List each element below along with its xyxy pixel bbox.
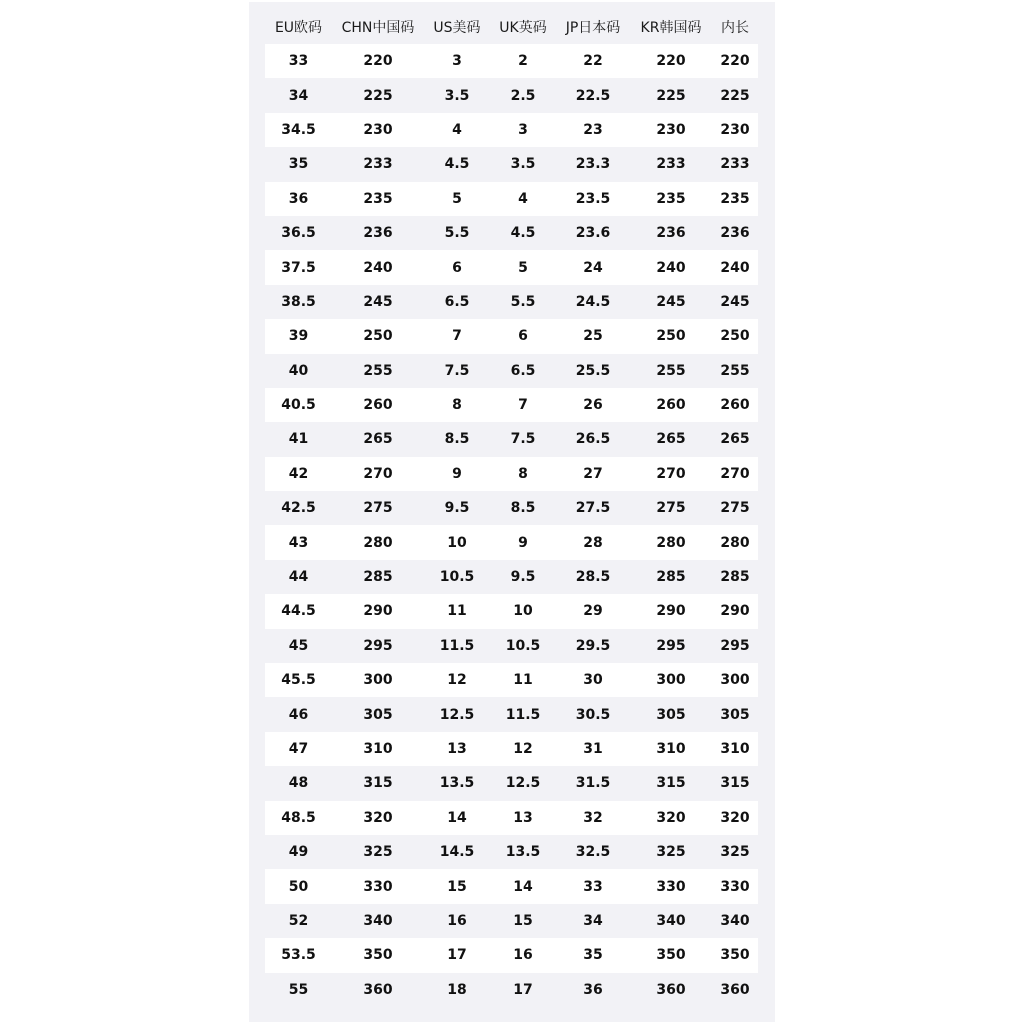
table-body [265,44,758,1007]
cell-inner-length: 225 [712,78,758,112]
cell-uk: 8.5 [490,491,556,525]
table-row [265,491,758,525]
cell-us: 11.5 [424,629,490,663]
cell-uk: 2 [490,44,556,78]
cell-eu: 55 [265,973,332,1007]
cell-kr: 260 [630,388,712,422]
cell-jp: 23 [556,113,630,147]
cell-jp: 23.5 [556,182,630,216]
cell-us: 6 [424,250,490,284]
cell-us: 9 [424,457,490,491]
cell-chn: 245 [332,285,424,319]
cell-eu: 38.5 [265,285,332,319]
cell-chn: 236 [332,216,424,250]
cell-inner-length: 330 [712,869,758,903]
cell-us: 13 [424,732,490,766]
table-row [265,697,758,731]
cell-jp: 27 [556,457,630,491]
cell-kr: 280 [630,525,712,559]
cell-inner-length: 235 [712,182,758,216]
cell-eu: 48.5 [265,801,332,835]
cell-chn: 285 [332,560,424,594]
cell-chn: 275 [332,491,424,525]
cell-inner-length: 290 [712,594,758,628]
cell-jp: 24.5 [556,285,630,319]
table-row [265,973,758,1007]
cell-kr: 275 [630,491,712,525]
cell-uk: 3 [490,113,556,147]
cell-jp: 25.5 [556,354,630,388]
cell-uk: 8 [490,457,556,491]
cell-uk: 11.5 [490,697,556,731]
cell-uk: 4.5 [490,216,556,250]
table-row [265,78,758,112]
cell-uk: 7 [490,388,556,422]
cell-inner-length: 220 [712,44,758,78]
cell-uk: 12.5 [490,766,556,800]
cell-jp: 34 [556,904,630,938]
cell-kr: 305 [630,697,712,731]
cell-kr: 285 [630,560,712,594]
table-row [265,422,758,456]
cell-us: 8 [424,388,490,422]
table-row [265,525,758,559]
cell-chn: 320 [332,801,424,835]
cell-jp: 26.5 [556,422,630,456]
cell-us: 4.5 [424,147,490,181]
header-chn: CHN中国码 [341,20,415,36]
cell-chn: 225 [332,78,424,112]
shoe-size-table [265,10,758,1007]
cell-eu: 49 [265,835,332,869]
cell-kr: 320 [630,801,712,835]
cell-us: 12 [424,663,490,697]
cell-eu: 34 [265,78,332,112]
cell-eu: 39 [265,319,332,353]
cell-us: 14 [424,801,490,835]
header-kr: KR韩国码 [640,20,702,36]
table-row [265,560,758,594]
cell-eu: 33 [265,44,332,78]
cell-jp: 26 [556,388,630,422]
cell-chn: 220 [332,44,424,78]
table-row [265,835,758,869]
cell-jp: 29 [556,594,630,628]
cell-jp: 28.5 [556,560,630,594]
table-row [265,594,758,628]
cell-eu: 40.5 [265,388,332,422]
cell-eu: 45.5 [265,663,332,697]
cell-eu: 47 [265,732,332,766]
cell-us: 3.5 [424,78,490,112]
cell-eu: 45 [265,629,332,663]
cell-kr: 236 [630,216,712,250]
cell-chn: 315 [332,766,424,800]
cell-kr: 350 [630,938,712,972]
cell-jp: 35 [556,938,630,972]
header-jp: JP日本码 [565,20,621,36]
table-row [265,354,758,388]
cell-inner-length: 295 [712,629,758,663]
table-row [265,319,758,353]
cell-kr: 295 [630,629,712,663]
cell-jp: 32.5 [556,835,630,869]
table-header [265,10,758,44]
table-row [265,44,758,78]
cell-chn: 255 [332,354,424,388]
cell-us: 16 [424,904,490,938]
cell-chn: 270 [332,457,424,491]
cell-kr: 233 [630,147,712,181]
header-row [265,10,758,44]
cell-jp: 22 [556,44,630,78]
table-row [265,766,758,800]
cell-uk: 11 [490,663,556,697]
header-uk: UK英码 [499,20,547,36]
cell-inner-length: 230 [712,113,758,147]
cell-uk: 3.5 [490,147,556,181]
cell-jp: 32 [556,801,630,835]
cell-eu: 46 [265,697,332,731]
cell-kr: 300 [630,663,712,697]
cell-chn: 260 [332,388,424,422]
cell-uk: 17 [490,973,556,1007]
cell-kr: 240 [630,250,712,284]
cell-eu: 44.5 [265,594,332,628]
cell-uk: 13 [490,801,556,835]
cell-inner-length: 265 [712,422,758,456]
cell-us: 10.5 [424,560,490,594]
cell-chn: 350 [332,938,424,972]
cell-inner-length: 260 [712,388,758,422]
cell-kr: 250 [630,319,712,353]
cell-eu: 43 [265,525,332,559]
cell-kr: 245 [630,285,712,319]
header-us: US美码 [433,20,481,36]
cell-us: 8.5 [424,422,490,456]
cell-jp: 27.5 [556,491,630,525]
cell-inner-length: 240 [712,250,758,284]
cell-inner-length: 305 [712,697,758,731]
cell-uk: 9 [490,525,556,559]
cell-kr: 310 [630,732,712,766]
cell-inner-length: 320 [712,801,758,835]
cell-eu: 52 [265,904,332,938]
table-row [265,388,758,422]
cell-us: 7.5 [424,354,490,388]
cell-inner-length: 310 [712,732,758,766]
cell-uk: 14 [490,869,556,903]
table-row [265,663,758,697]
cell-us: 10 [424,525,490,559]
table-row [265,457,758,491]
cell-inner-length: 270 [712,457,758,491]
cell-chn: 310 [332,732,424,766]
cell-inner-length: 315 [712,766,758,800]
cell-us: 4 [424,113,490,147]
cell-uk: 13.5 [490,835,556,869]
cell-inner-length: 280 [712,525,758,559]
cell-chn: 250 [332,319,424,353]
cell-kr: 220 [630,44,712,78]
cell-us: 15 [424,869,490,903]
table-row [265,904,758,938]
cell-uk: 7.5 [490,422,556,456]
cell-eu: 50 [265,869,332,903]
cell-uk: 10 [490,594,556,628]
cell-eu: 37.5 [265,250,332,284]
cell-inner-length: 275 [712,491,758,525]
table-row [265,182,758,216]
cell-chn: 235 [332,182,424,216]
table-row [265,732,758,766]
cell-eu: 36 [265,182,332,216]
cell-chn: 240 [332,250,424,284]
cell-inner-length: 325 [712,835,758,869]
cell-us: 3 [424,44,490,78]
cell-eu: 48 [265,766,332,800]
cell-inner-length: 300 [712,663,758,697]
cell-jp: 30.5 [556,697,630,731]
cell-uk: 9.5 [490,560,556,594]
cell-jp: 33 [556,869,630,903]
table-row [265,147,758,181]
cell-chn: 233 [332,147,424,181]
cell-jp: 24 [556,250,630,284]
cell-uk: 6 [490,319,556,353]
cell-inner-length: 255 [712,354,758,388]
cell-jp: 31.5 [556,766,630,800]
cell-kr: 235 [630,182,712,216]
cell-kr: 270 [630,457,712,491]
cell-inner-length: 360 [712,973,758,1007]
cell-us: 13.5 [424,766,490,800]
cell-jp: 30 [556,663,630,697]
cell-inner-length: 236 [712,216,758,250]
header-inner-length: 内长 [721,20,749,36]
cell-inner-length: 245 [712,285,758,319]
cell-us: 5.5 [424,216,490,250]
table-row [265,801,758,835]
cell-jp: 31 [556,732,630,766]
cell-eu: 53.5 [265,938,332,972]
table-row [265,113,758,147]
cell-us: 18 [424,973,490,1007]
cell-kr: 230 [630,113,712,147]
cell-chn: 305 [332,697,424,731]
cell-kr: 325 [630,835,712,869]
cell-uk: 5 [490,250,556,284]
cell-eu: 36.5 [265,216,332,250]
cell-uk: 16 [490,938,556,972]
cell-jp: 23.6 [556,216,630,250]
cell-uk: 10.5 [490,629,556,663]
cell-chn: 290 [332,594,424,628]
cell-chn: 230 [332,113,424,147]
table-row [265,629,758,663]
cell-eu: 42 [265,457,332,491]
cell-uk: 2.5 [490,78,556,112]
cell-chn: 325 [332,835,424,869]
cell-eu: 34.5 [265,113,332,147]
cell-us: 17 [424,938,490,972]
cell-us: 6.5 [424,285,490,319]
cell-eu: 35 [265,147,332,181]
cell-chn: 330 [332,869,424,903]
cell-uk: 12 [490,732,556,766]
header-eu: EU欧码 [274,20,323,36]
cell-chn: 265 [332,422,424,456]
cell-us: 12.5 [424,697,490,731]
table-row [265,285,758,319]
cell-chn: 295 [332,629,424,663]
cell-chn: 300 [332,663,424,697]
cell-jp: 28 [556,525,630,559]
cell-jp: 23.3 [556,147,630,181]
cell-jp: 25 [556,319,630,353]
cell-kr: 315 [630,766,712,800]
cell-uk: 6.5 [490,354,556,388]
cell-chn: 340 [332,904,424,938]
cell-eu: 44 [265,560,332,594]
cell-uk: 5.5 [490,285,556,319]
cell-jp: 36 [556,973,630,1007]
cell-eu: 42.5 [265,491,332,525]
cell-inner-length: 350 [712,938,758,972]
cell-uk: 15 [490,904,556,938]
cell-us: 9.5 [424,491,490,525]
cell-jp: 22.5 [556,78,630,112]
cell-uk: 4 [490,182,556,216]
cell-jp: 29.5 [556,629,630,663]
table-row [265,250,758,284]
cell-eu: 41 [265,422,332,456]
cell-chn: 280 [332,525,424,559]
cell-inner-length: 250 [712,319,758,353]
cell-eu: 40 [265,354,332,388]
cell-inner-length: 340 [712,904,758,938]
cell-kr: 290 [630,594,712,628]
cell-kr: 330 [630,869,712,903]
cell-kr: 265 [630,422,712,456]
cell-chn: 360 [332,973,424,1007]
cell-inner-length: 285 [712,560,758,594]
cell-us: 14.5 [424,835,490,869]
cell-us: 5 [424,182,490,216]
table-row [265,938,758,972]
cell-us: 11 [424,594,490,628]
cell-inner-length: 233 [712,147,758,181]
cell-kr: 225 [630,78,712,112]
table-row [265,216,758,250]
cell-kr: 255 [630,354,712,388]
cell-kr: 360 [630,973,712,1007]
table-row [265,869,758,903]
cell-kr: 340 [630,904,712,938]
cell-us: 7 [424,319,490,353]
